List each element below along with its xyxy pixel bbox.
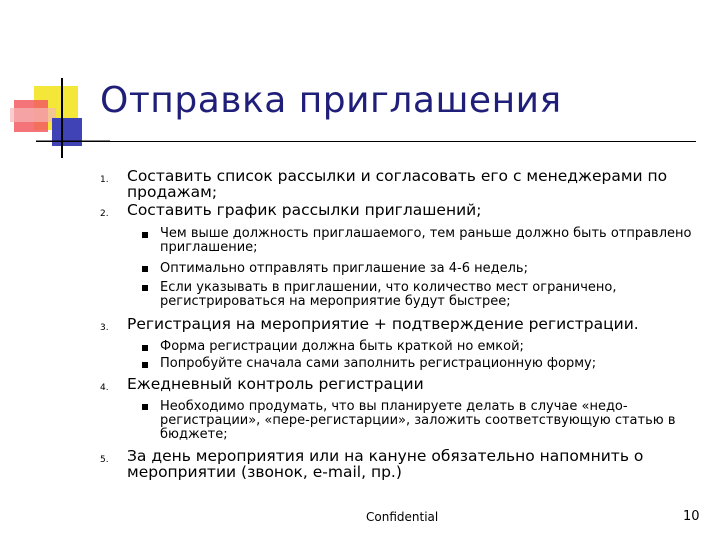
list-item-2: Составить график рассылки приглашений; <box>127 201 482 219</box>
sub-item: Если указывать в приглашении, что количество мест ограничено, регистрироваться на мероприятие будут быстрее; <box>160 280 617 309</box>
bullet-icon <box>142 404 148 410</box>
page-number: 10 <box>683 509 700 524</box>
list-item-3: Регистрация на мероприятие + подтверждение регистрации. <box>127 315 639 333</box>
sub-item: Необходимо продумать, что вы планируете делать в случае «недо-регистрации», «пере-регистарции», заложить соответствующую статью в бюджете; <box>160 399 676 442</box>
bullet-icon <box>142 345 148 351</box>
item-number: 3. <box>100 323 109 333</box>
item-number: 1. <box>100 175 109 185</box>
bullet-icon <box>142 362 148 368</box>
bullet-icon <box>142 285 148 291</box>
bullet-icon <box>142 266 148 272</box>
item-number: 5. <box>100 455 109 465</box>
sub-item: Попробуйте сначала сами заполнить регистрационную форму; <box>160 356 597 371</box>
slide-title: Отправка приглашения <box>100 80 562 121</box>
bullet-icon <box>142 232 148 238</box>
list-item-5: За день мероприятия или на кануне обязательно напомнить о мероприятии (звонок, e-mail, пр.) <box>127 447 644 481</box>
list-item-1: Составить список рассылки и согласовать его с менеджерами по продажам; <box>127 167 668 201</box>
footer-label: Confidential <box>366 510 439 524</box>
sub-item: Форма регистрации должна быть краткой но емкой; <box>160 339 524 354</box>
item-number: 4. <box>100 383 109 393</box>
sub-item: Чем выше должность приглашаемого, тем раньше должно быть отправлено приглашение; <box>160 226 692 255</box>
list-item-4: Ежедневный контроль регистрации <box>127 375 424 393</box>
item-number: 2. <box>100 209 109 219</box>
sub-item: Оптимально отправлять приглашение за 4-6 недель; <box>160 261 528 276</box>
